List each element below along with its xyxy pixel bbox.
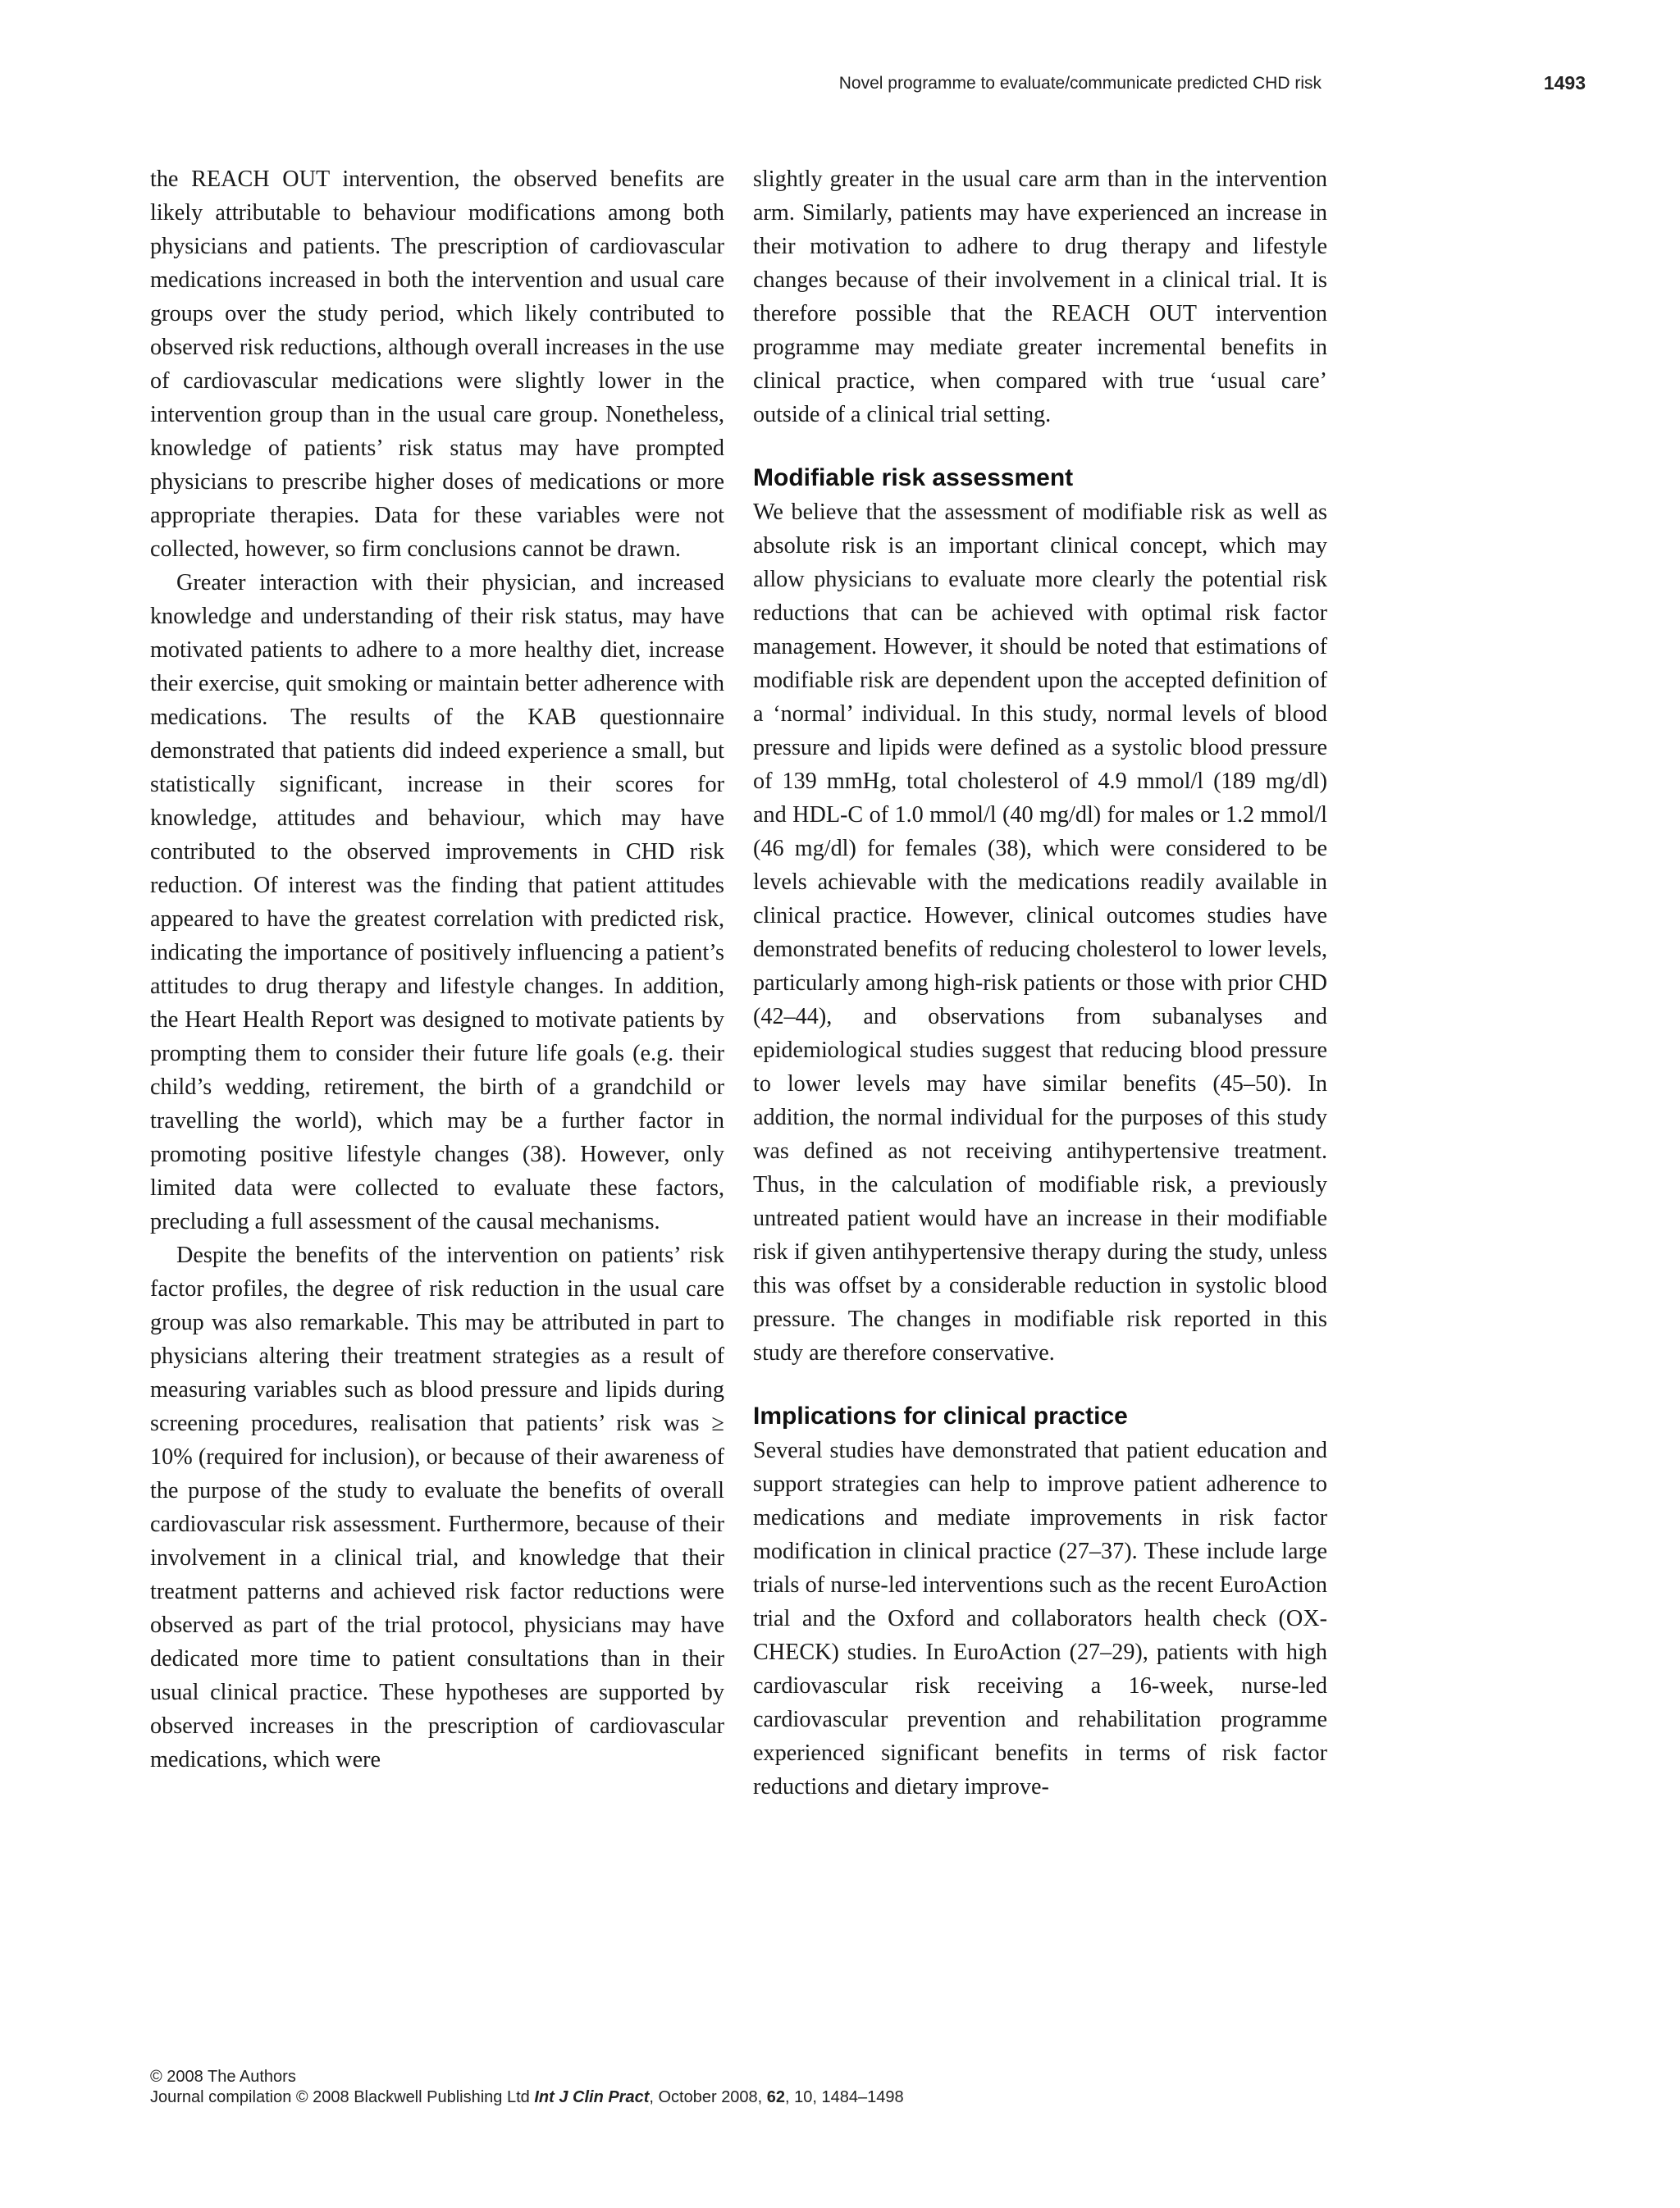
copyright-line: © 2008 The Authors (150, 2068, 296, 2086)
running-title: Novel programme to evaluate/communicate predicted CHD risk (838, 74, 1322, 93)
journal-citation (150, 2087, 904, 2108)
journal-name: Int J Clin Pract (534, 2088, 650, 2106)
right-paragraph-2: We believe that the assessment of modifiable risk as well as absolute risk is an important clinical concept, which may allow physicians to evaluate more clearly the potential risk reductions that can be achieved with optimal risk factor management. However, it should be noted that estimations of modifiable risk are dependent upon the accepted definition of a ‘normal’ individual. In this study, normal levels of blood pressure and lipids were defined as a systolic blood pressure of 139 mmHg, total cholesterol of 4.9 mmol/l (189 mg/dl) and HDL-C of 1.0 mmol/l (40 mg/dl) for males or 1.2 mmol/l (46 mg/dl) for females (38), which were considered to be levels achievable with the medications readily available in clinical practice. However, clinical outcomes studies have demonstrated benefits of reducing cholesterol to lower levels, particularly among high-risk patients or those with prior CHD (42–44), and observations from subanalyses and epidemiological studies suggest that reducing blood pressure to lower levels may have similar benefits (45–50). In addition, the normal individual for the purposes of this study was defined as not receiving antihypertensive treatment. Thus, in the calculation of modifiable risk, a previously untreated patient would have an increase in their modifiable risk if given antihypertensive therapy during the study, unless this was offset by a considerable reduction in systolic blood pressure. The changes in modifiable risk reported in this study are therefore conservative. (753, 500, 1327, 1366)
section-heading-implications: Implications for clinical practice (753, 1403, 1128, 1430)
citation-date: , October 2008, (649, 2088, 767, 2106)
right-column (753, 162, 1327, 1804)
citation-prefix: Journal compilation © 2008 Blackwell Publishing Ltd (150, 2088, 535, 2106)
citation-suffix: , 10, 1484–1498 (785, 2088, 904, 2106)
right-paragraph-3: Several studies have demonstrated that patient education and support strategies can help to improve patient adherence to medications and mediate improvements in risk factor modification in clinical practice (27–37). These include large trials of nurse-led interventions such as the recent EuroAction trial and the Oxford and collaborators health check (OX-CHECK) studies. In EuroAction (27–29), patients with high cardiovascular risk receiving a 16-week, nurse-led cardiovascular prevention and rehabilitation programme experienced significant benefits in terms of risk factor reductions and dietary improve- (753, 1438, 1327, 1800)
section-heading-modifiable-risk: Modifiable risk assessment (753, 464, 1074, 491)
running-head (0, 67, 1586, 103)
left-paragraph-2: Greater interaction with their physician, and increased knowledge and understanding of their risk status, may have motivated patients to adhere to a more healthy diet, increase their exercise, quit smoking or maintain better adherence with medications. The results of the KAB questionnaire demonstrated that patients did indeed experience a small, but statistically significant, increase in their scores for knowledge, attitudes and behaviour, which may have contributed to the observed improvements in CHD risk reduction. Of interest was the finding that patient attitudes appeared to have the greatest correlation with predicted risk, indicating the importance of positively influencing a patient’s attitudes to drug therapy and lifestyle changes. In addition, the Heart Health Report was designed to motivate patients by prompting them to consider their future life goals (e.g. their child’s wedding, retirement, the birth of a grandchild or travelling the world), which may be a further factor in promoting positive lifestyle changes (38). However, only limited data were collected to evaluate these factors, precluding a full assessment of the causal mechanisms. (150, 570, 724, 1234)
left-paragraph-1: the REACH OUT intervention, the observed benefits are likely attributable to behaviour modifications among both physicians and patients. The prescription of cardiovascular medications increased in both the intervention and usual care groups over the study period, which likely contributed to observed risk reductions, although overall increases in the use of cardiovascular medications were slightly lower in the intervention group than in the usual care group. Nonetheless, knowledge of patients’ risk status may have prompted physicians to prescribe higher doses of medications or more appropriate therapies. Data for these variables were not collected, however, so firm conclusions cannot be drawn. (150, 167, 724, 562)
footer (150, 2067, 904, 2108)
volume-number: 62 (766, 2088, 786, 2106)
right-paragraph-1: slightly greater in the usual care arm than in the intervention arm. Similarly, patients may have experienced an increase in their motivation to adhere to drug therapy and lifestyle changes because of their involvement in a clinical trial. It is therefore possible that the REACH OUT intervention programme may mediate greater incremental benefits in clinical practice, when compared with true ‘usual care’ outside of a clinical trial setting. (753, 167, 1327, 427)
left-column (150, 162, 724, 1777)
page-number: 1493 (1543, 72, 1586, 94)
left-paragraph-3: Despite the benefits of the intervention on patients’ risk factor profiles, the degree of risk reduction in the usual care group was also remarkable. This may be attributed in part to physicians altering their treatment strategies as a result of measuring variables such as blood pressure and lipids during screening procedures, realisation that patients’ risk was ≥ 10% (required for inclusion), or because of their awareness of the purpose of the study to evaluate the benefits of overall cardiovascular risk assessment. Furthermore, because of their involvement in a clinical trial, and knowledge that their treatment patterns and achieved risk factor reductions were observed as part of the trial protocol, physicians may have dedicated more time to patient consultations than in their usual clinical practice. These hypotheses are supported by observed increases in the prescription of cardiovascular medications, which were (150, 1243, 724, 1772)
